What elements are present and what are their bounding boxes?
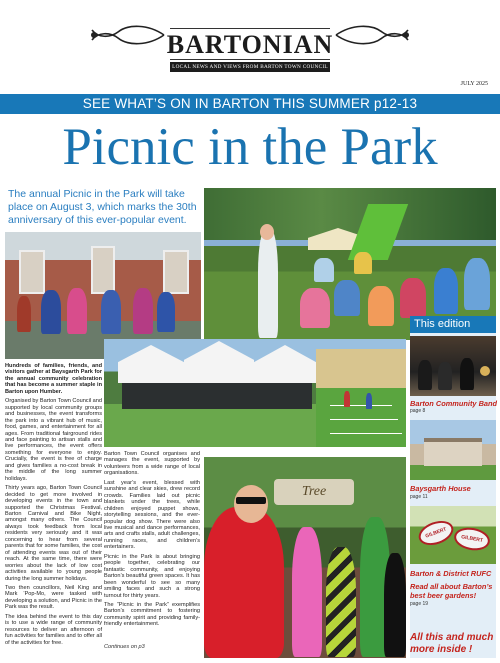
article-paragraph: Organised by Barton Town Council and supported by local community groups and businesses, the event transforms the park into a vibrant hub of music, food, games, and entertainment for all ages. From traditional fairground rides and face painting to artisan stalls and live performances, the event offers something for everyone to enjoy. Crucially, the event is free of charge and gives families a no-cost break in the middle of the long summer holidays. bbox=[5, 398, 102, 482]
article-paragraph: Two then councillors, Neil King and Mark ‘Pop-Mo, were tasked with developing a solution, and Picnic in the Park was the result. bbox=[5, 584, 102, 611]
sidebar-page-band: page 8 bbox=[410, 408, 426, 414]
article-column-1 bbox=[5, 363, 102, 649]
rugby-balls-thumbnail[interactable] bbox=[410, 506, 496, 564]
sidebar-page-house: page 11 bbox=[410, 494, 428, 500]
flourish-right-ornament bbox=[334, 22, 412, 48]
continued-link[interactable]: Continues on p3 bbox=[104, 644, 145, 650]
article-column-2 bbox=[104, 451, 200, 631]
issue-date: JULY 2025 bbox=[460, 81, 488, 87]
rugby-ball-1: GILBERT bbox=[415, 517, 456, 550]
article-paragraph: The idea behind the event to this day is to use a wide range of community resources to deliver an afternoon of fun activities for families and to offer all of the activities for free. bbox=[5, 613, 102, 646]
tree-sign: Tree bbox=[274, 479, 354, 505]
article-paragraph: Picnic in the Park is about bringing people together, celebrating our fantastic community, and enjoying Barton’s beautiful green spaces. It has been wonderful to see so many smiling faces and such a strong turnout for thirty years. bbox=[104, 553, 200, 599]
article-paragraph: Thirty years ago, Barton Town Council decided to get more involved in developing events in the town and supported the Christmas Festival, Barton Carnival and Bike Night, amongst many others. The Council always took feedback from local residents very seriously and it was concerning to hear from several parents that for some families, the cost of attending events was out of their reach. At the same time, there were worries about the lack of low cost activities available to young people during the long summer holidays. bbox=[5, 485, 102, 582]
band-and-races-photo bbox=[104, 339, 406, 447]
sidebar-page-beer-gardens: page 19 bbox=[410, 601, 429, 607]
rugby-ball-2: GILBERT bbox=[452, 525, 491, 553]
sidebar-caption-beer-gardens[interactable]: Read all about Barton’s best beer gardens! bbox=[410, 582, 493, 600]
masthead-title: BARTONIAN bbox=[166, 30, 334, 59]
article-paragraph: Barton Town Council organises and manages the event, supported by volunteers from a wide range of local organisations. bbox=[104, 451, 200, 477]
sidebar-caption-band[interactable]: Barton Community Band bbox=[410, 399, 498, 408]
baysgarth-house-thumbnail[interactable] bbox=[410, 420, 496, 480]
compere-with-children-photo bbox=[204, 457, 406, 658]
article-paragraph: Hundreds of families, friends, and visitors gather at Baysgarth Park for the annual community celebration that has become a summer staple in Barton upon Humber. bbox=[5, 363, 102, 395]
headline: Picnic in the Park bbox=[62, 118, 438, 176]
masthead bbox=[0, 0, 500, 87]
whats-on-banner[interactable]: SEE WHAT’S ON IN BARTON THIS SUMMER p12-13 bbox=[0, 94, 500, 114]
sidebar-caption-rufc[interactable]: Barton & District RUFC bbox=[410, 569, 492, 578]
community-band-thumbnail[interactable] bbox=[410, 336, 496, 396]
intro-standfirst: The annual Picnic in the Park will take place on August 3, which marks the 30th anniversary of this ever-popular event. bbox=[8, 188, 197, 226]
sidebar-heading: This edition bbox=[410, 316, 496, 333]
sidebar-more-inside: All this and much more inside ! bbox=[410, 632, 494, 655]
sidebar-caption-house[interactable]: Baysgarth House bbox=[410, 484, 471, 493]
article-paragraph: The “Picnic in the Park” exemplifies Barton’s commitment to fostering community spirit and providing family-friendly entertainment. bbox=[104, 601, 200, 628]
flourish-left-ornament bbox=[88, 22, 166, 48]
article-paragraph: Last year’s event, blessed with sunshine and clear skies, drew record crowds. Families laid out picnic blankets under the trees, while children enjoyed puppet shows, storytelling sessions, and the ever-popular dog show. There were also live musical and dance performances, arts and crafts stalls, adult challenges, running races, and children’s entertainers. bbox=[104, 479, 200, 551]
masthead-tagline: LOCAL NEWS AND VIEWS FROM BARTON TOWN COUNCIL bbox=[170, 62, 330, 72]
